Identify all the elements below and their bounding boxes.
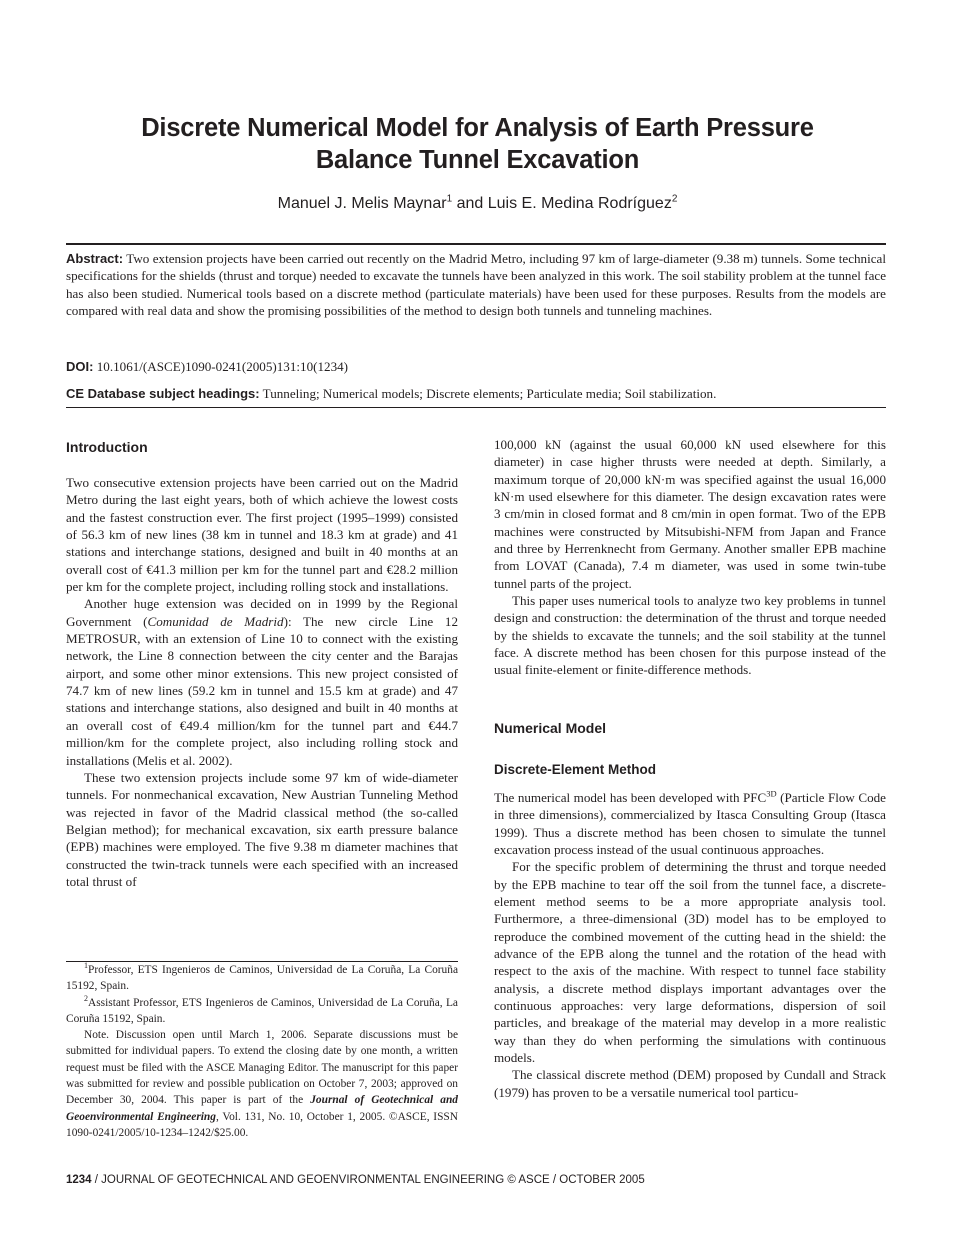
- abstract: [66, 250, 886, 320]
- author-list: [60, 194, 895, 214]
- doi-line: [66, 358, 886, 375]
- subsection-heading-discrete-element-method: Discrete-Element Method: [494, 761, 657, 777]
- right-column: [494, 436, 886, 1101]
- intro-paragraph-1: Two consecutive extension projects have been carried out on the Madrid Metro during the last eight years, both of which achieve the lowest costs and the fastest construction ever. The first project (1995–1999) consisted of 56.3 km of new lines (38 km in tunnel and 18.3 km at grade) and 41 stations and interchange stations, designed and built in 40 months at an overall cost of €41.3 million per km for the tunnel part and €28.2 million per km for the complete project, including rolling stock and installations.: [66, 475, 458, 595]
- subject-headings-label: CE Database subject headings:: [66, 386, 260, 401]
- subject-headings-value: Tunneling; Numerical models; Discrete elements; Particulate media; Soil stabilization.: [259, 386, 717, 401]
- section-heading-numerical-model: Numerical Model: [494, 719, 607, 736]
- footnote-2-text: Assistant Professor, ETS Ingenieros de Caminos, Universidad de La Coruña, La Coruña 15192, Spain.: [66, 996, 458, 1025]
- footnote-note-text-b: , Vol. 131, No. 10, October 1, 2005. ©ASCE, ISSN 1090-0241/2005/10-1234–1242/$25.00.: [66, 1110, 458, 1139]
- footnote-journal-name: Journal of Geotechnical and Geoenvironmental Engineering: [66, 1094, 458, 1123]
- abstract-top-rule: [66, 243, 886, 245]
- author-1: Manuel J. Melis Maynar: [277, 195, 447, 212]
- right-paragraph-3-text-b: (Particle Flow Code in three dimensions), commercialized by Itasca Consulting Group (Itasca 1999). Thus a discrete method has been chosen to simulate the tunnel excavation process instead of the usual continuous approaches.: [494, 789, 886, 857]
- footnote-note: [66, 1027, 458, 1141]
- intro-paragraph-2-text-b: ): The new circle Line 12 METROSUR, with an extension of Line 10 to connect with the existing network, the Line 8 connection between the city center and the Barajas airport, and some other minor extensions. This new project consisted of 74.7 km of new lines (59.2 km in tunnel and 15.5 km at grade) and 47 stations and interchange stations, also designed and built in 40 months at an overall cost of €49.4 million/km for the tunnel part and €44.7 million/km for the complete project, also including rolling stock and installations (Melis et al. 2002).: [66, 613, 459, 768]
- pfc-3d-superscript: 3D: [766, 788, 777, 799]
- section-heading-introduction: Introduction: [66, 439, 148, 455]
- doi-label: DOI:: [66, 359, 94, 374]
- author-2-affiliation-mark: 2: [671, 193, 678, 205]
- doi-value: 10.1061/(ASCE)1090-0241(2005)131:10(1234): [93, 359, 349, 374]
- abstract-label: Abstract:: [66, 251, 124, 266]
- abstract-bottom-rule: [66, 407, 886, 408]
- right-paragraph-5: The classical discrete method (DEM) proposed by Cundall and Strack (1979) has proven to be a versatile numerical tool particu-: [494, 1067, 886, 1100]
- author-2: Luis E. Medina Rodríguez: [487, 195, 672, 212]
- right-paragraph-3-text-a: The numerical model has been developed with PFC: [494, 789, 767, 805]
- page-number: 1234: [66, 1174, 92, 1186]
- intro-paragraph-2: [66, 595, 458, 768]
- journal-footer-text: / JOURNAL OF GEOTECHNICAL AND GEOENVIRONMENTAL ENGINEERING © ASCE / OCTOBER 2005: [91, 1174, 645, 1186]
- footnote-note-text-a: Note. Discussion open until March 1, 2006. Separate discussions must be submitted for individual papers. To extend the closing date by one month, a written request must be filed with the ASCE Managing Editor. The manuscript for this paper was submitted for review and possible publication on October 7, 2003; approved on December 30, 2004. This paper is part of the: [66, 1029, 458, 1107]
- right-paragraph-4: For the specific problem of determining the thrust and torque needed by the EPB machine to tear off the soil from the tunnel face, a discrete-element method seems to be a more appropriate analysis tool. Furthermore, a three-dimensional (3D) model has to be employed to reproduce the combined movement of the cutting head in the shield: the advance of the EPB along the tunnel and the rotation of the head with respect to the axis of the machine. With respect to tunnel face stability analysis, a discrete method displays important advantages over the continuous approaches: very large deformations, dispersion of soil particles, and breakage of the material may develop in a more realistic way than they do when performing the simulations with continuous models.: [494, 859, 886, 1065]
- running-footer: [66, 1173, 645, 1187]
- footnotes: [66, 962, 458, 1141]
- footnote-1: [66, 962, 458, 995]
- author-1-affiliation-mark: 1: [446, 193, 453, 205]
- left-column: [66, 438, 458, 890]
- footnote-1-mark: 1: [84, 961, 88, 971]
- subject-headings-line: [66, 385, 886, 402]
- right-paragraph-3: [494, 789, 886, 858]
- abstract-text: Two extension projects have been carried out recently on the Madrid Metro, including 97 km of large-diameter (9.38 m) tunnels. Some technical specifications for the shields (thrust and torque) needed to excavate the tunnels have been analyzed in this work. The soil stability problem at the tunnel face has also been studied. Numerical tools based on a discrete method (particulate materials) have been used for these purposes. Results from the models are compared with real data and show the promising possibilities of the method to design both tunnels and tunneling machines.: [66, 251, 886, 319]
- right-paragraph-2: This paper uses numerical tools to analyze two key problems in tunnel design and construction: the determination of the thrust and torque needed by the shields to excavate the tunnels; and the soil stability at the tunnel face. A discrete method has been chosen for this purpose instead of the usual finite-element or finite-difference methods.: [494, 593, 886, 678]
- right-paragraph-1: 100,000 kN (against the usual 60,000 kN used elsewhere for this diameter) in case higher thrusts were needed at depth. Similarly, a maximum torque of 20,000 kN·m was specified against the usual 16,000 kN·m used elsewhere for this diameter. The design excavation rates were 3 cm/min in closed format and 8 cm/min in open format. Two of the EPB machines were constructed by Mitsubishi-NFM from Japan and France and three by Herrenknecht from Germany. Another smaller EPB machine from LOVAT (Canada), 7.4 m diameter, was used in some twin-tube tunnel parts of the project.: [494, 437, 886, 591]
- footnote-1-text: Professor, ETS Ingenieros de Caminos, Universidad de La Coruña, La Coruña 15192, Spain.: [66, 964, 458, 993]
- title-line-2: Balance Tunnel Excavation: [315, 146, 640, 174]
- footnote-2-mark: 2: [84, 993, 88, 1003]
- author-conjunction: and: [452, 195, 488, 212]
- intro-paragraph-2-italic: Comunidad de Madrid: [147, 613, 284, 629]
- intro-paragraph-3: These two extension projects include some 97 km of wide-diameter tunnels. For nonmechanical excavation, New Austrian Tunneling Method was rejected in favor of the Madrid classical method (the so-called Belgian method); for mechanical excavation, six earth pressure balance (EPB) machines were employed. The five 9.38 m diameter machines that constructed the twin-track tunnels were each specified with an increased total thrust of: [66, 769, 458, 889]
- footnote-2: [66, 995, 458, 1028]
- paper-title: [60, 112, 895, 176]
- intro-paragraph-2-text-a: Another huge extension was decided on in 1999 by the Regional Government (: [66, 596, 458, 629]
- title-line-1: Discrete Numerical Model for Analysis of Earth Pressure: [141, 114, 814, 142]
